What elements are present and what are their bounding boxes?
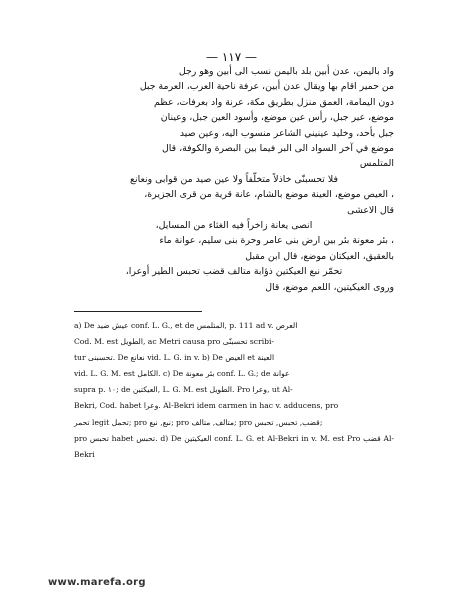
footnotes <box>74 318 394 463</box>
text-line: المتلمس <box>359 158 394 170</box>
watermark-url: www.marefa.org <box>48 577 146 588</box>
page-number: — ١١٧ — <box>206 50 257 64</box>
footnote-line: supra p. ١٠; de العيكتين, L. G. M. est الطويل. Pro وعرا, ut Al- <box>74 385 293 395</box>
text-line: موضع في آخر السواد الى البر فيما بين البصرة والكوفة، قال <box>161 143 394 155</box>
footnote-line: pro تحبس habet تحبس. d) De العيكيتين conf. L. G. et Al-Bekri in v. M. est Pro قضب Al-Bekri <box>74 433 394 459</box>
footnote-line: تحمر legit تحمل; pro نبع, نبع; pro متالف, متالف; pro قضب, تحبس, تحبس; <box>74 417 323 427</box>
verse-line: فلا تحسبنّى خاذلاً متخلّفاً ولا عين صيد من قوابى ونعانع <box>130 173 338 185</box>
text-line: واد باليمن، عدن أبين بلد باليمن نسب الى أبين وهو رجل <box>178 66 394 77</box>
text-line: ، بئر معونة بئر بين ارض بنى عامر وحرة بنى سليم، عوانة ماء <box>159 235 394 247</box>
arabic-text-block <box>74 64 394 295</box>
verse-line: تحمّر نبع العيكتين ذؤابة متالف قضب تحبس الطير أوعرا، <box>125 266 343 278</box>
text-line: وروى العيكيتين، اللعم موضع، قال <box>265 281 394 293</box>
text-line: ، العيص موضع، العينة موضع بالشام، عانة قرية من قرى الجزيرة، <box>144 189 394 201</box>
text-line: من حمير اقام بها ويقال عدن أبين، عرفة ناحية العرب، العرمة جبل <box>139 81 394 93</box>
footnote-line: Cod. M. est الطويل, ac Metri causa pro تحسبنّى scribi- <box>74 337 274 347</box>
footnote-line: a) De عيش ضيد conf. L. G., et de المتلمس, p. 111 ad v. العرص <box>74 321 298 330</box>
text-line: جبل بأحد، وخليد عينيني الشاعر منسوب اليه، وعين صيد <box>179 127 394 139</box>
footnote-rule <box>74 311 202 312</box>
text-line: دون اليمامة، العمق منزل بطريق مكة، عرنة واد بعرفات، عظم <box>154 96 394 108</box>
footnote-line: Bekri, Cod. habet وعرا. Al-Bekri idem carmen in hac v. adducens, pro <box>74 401 339 411</box>
text-line: بالعقيق، العيكتان موضع، قال ابن مقبل <box>245 250 394 262</box>
text-line: موضع، عير جبل، رأس عين موضع، وأسود العين جبل، وعينان <box>160 112 394 124</box>
footnote-line: vid. L. G. M. est الكامل. c) De بئر معونة conf. L. G.; de عوانة <box>74 369 290 379</box>
footnote-line: tur تحسبنى. De نعانع vid. L. G. in v. b) De العيص et العينة <box>74 353 275 363</box>
verse-line: انصى يعانة زاخراً فيه الغثاء من المسايل، <box>155 220 313 232</box>
text-line: قال الاعشى <box>347 204 394 216</box>
